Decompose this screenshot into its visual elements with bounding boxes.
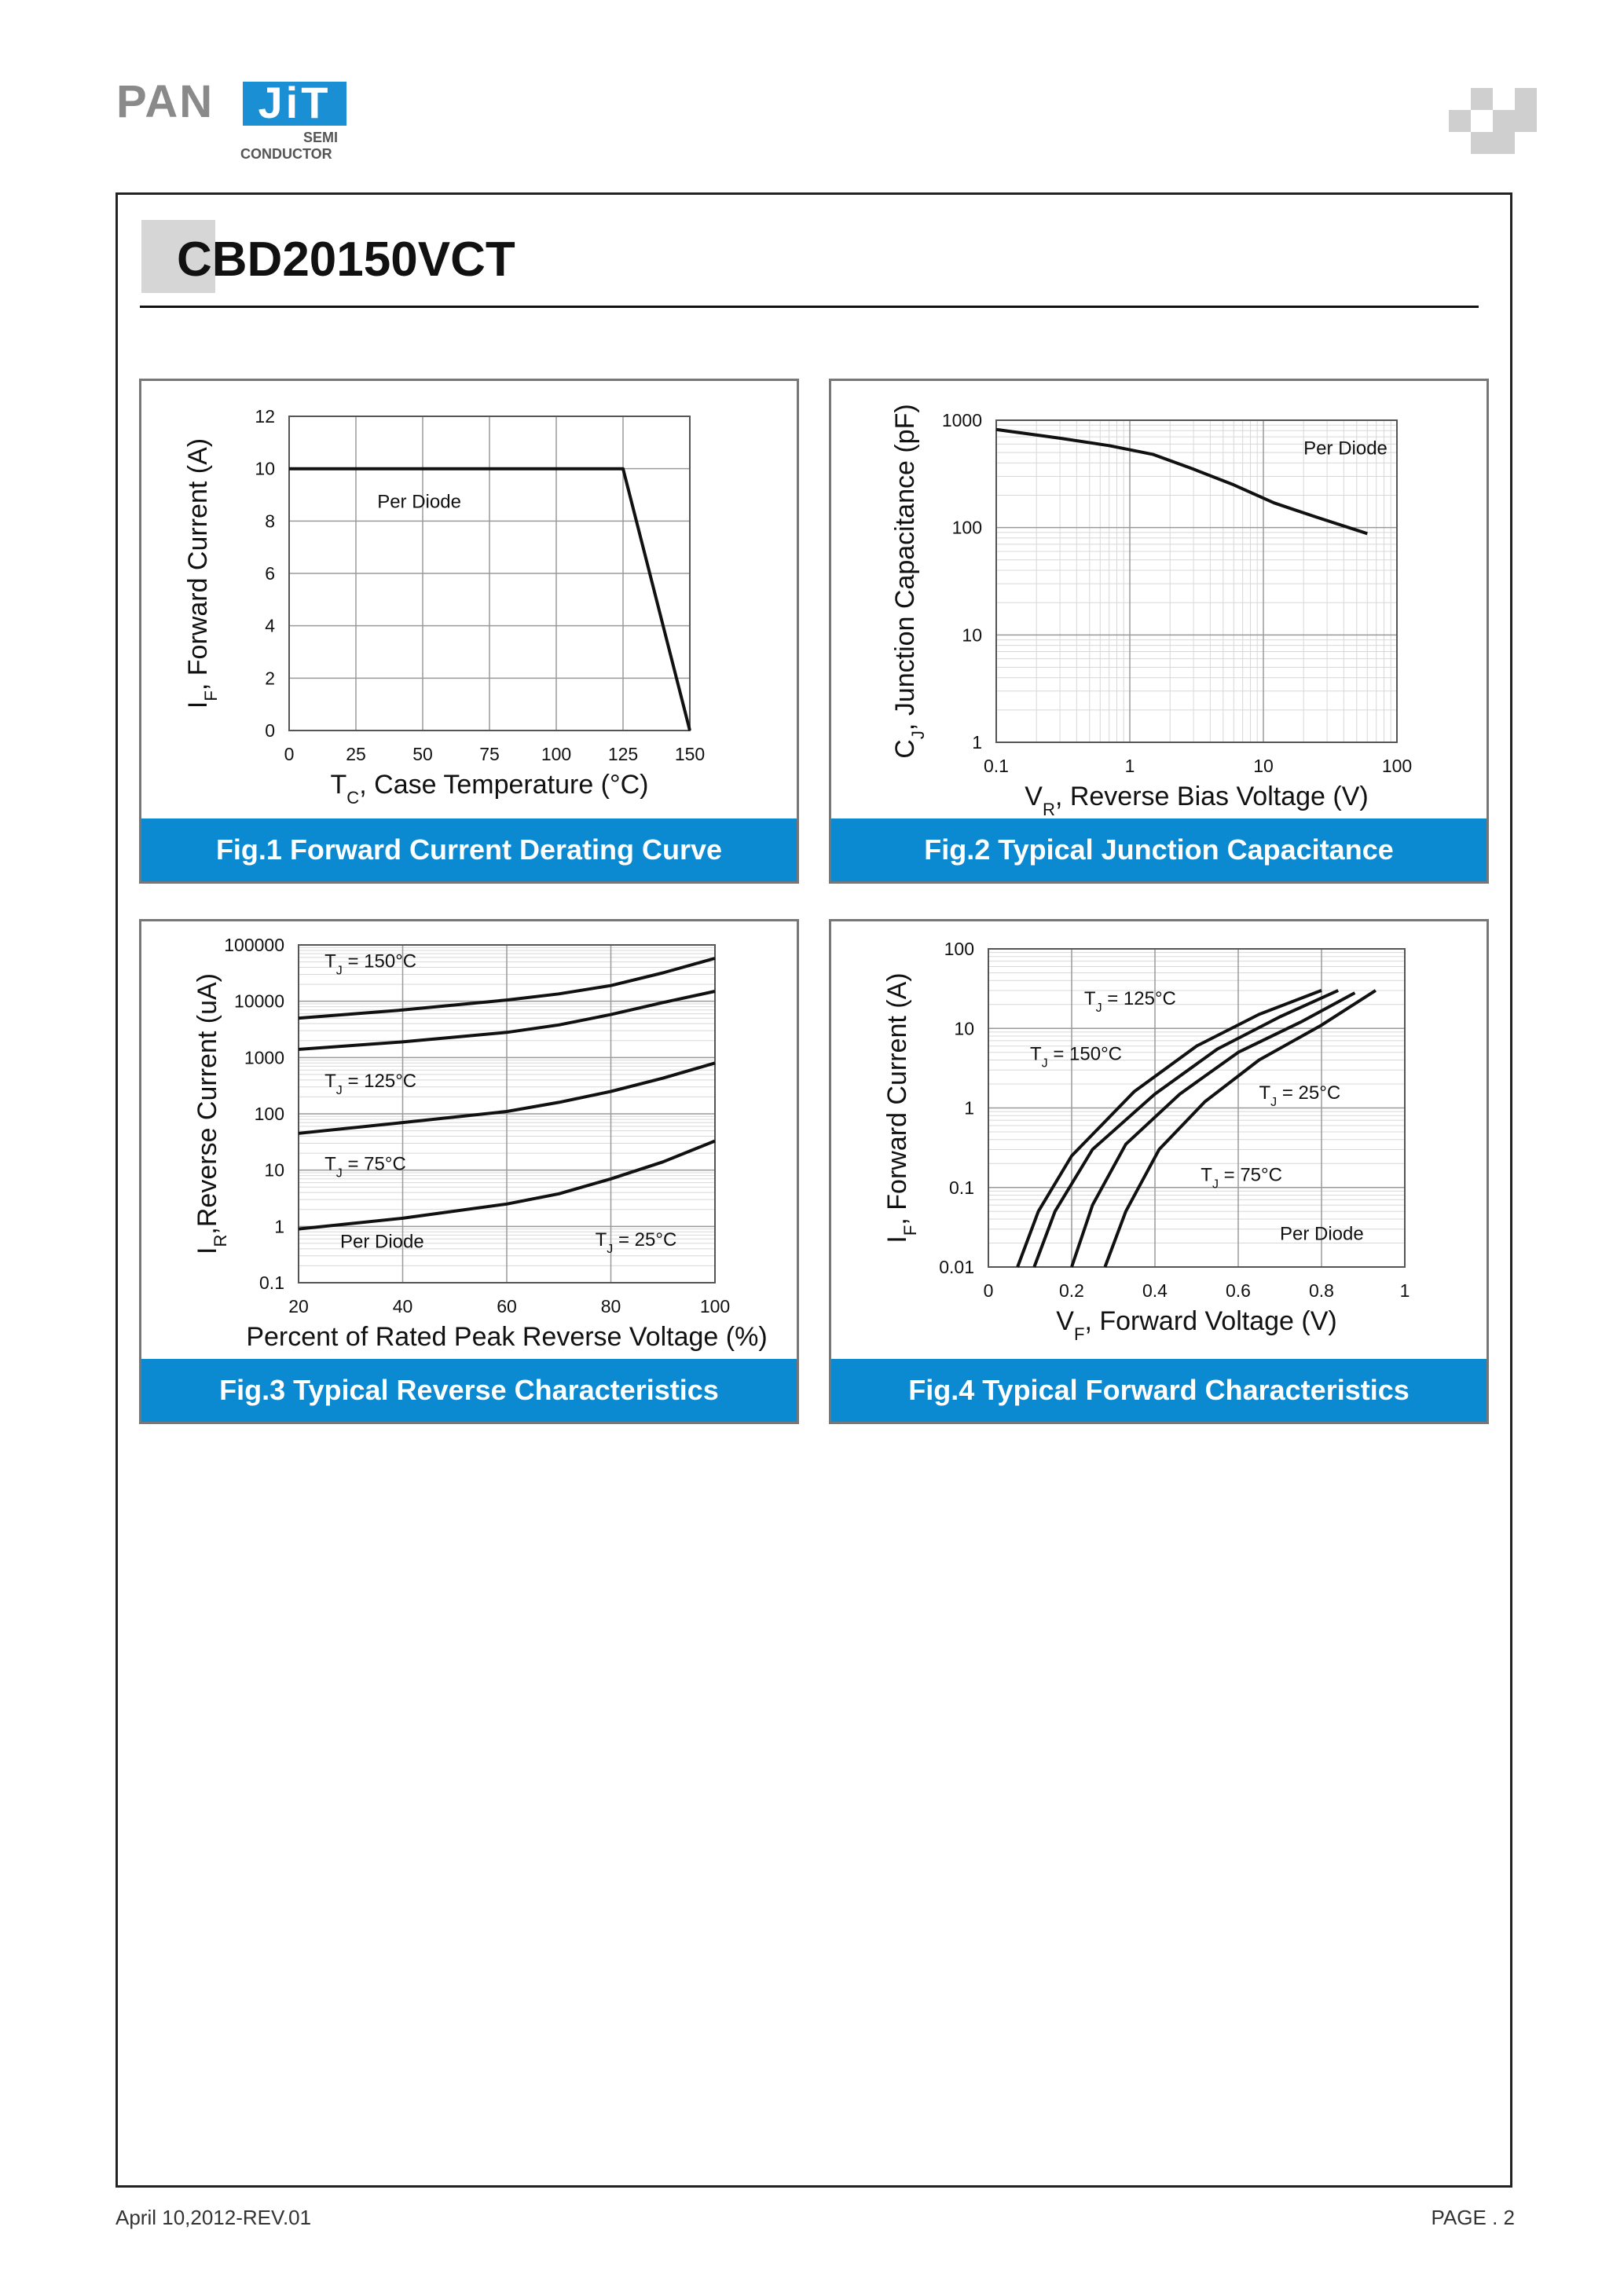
logo-jit: JiT <box>258 78 332 127</box>
y-tick-label: 1 <box>964 1097 974 1119</box>
x-tick-label: 50 <box>412 744 433 764</box>
annotation-label: $T_J = 125^\circ C$ <box>1083 987 1176 1015</box>
chart-panel-fig2 <box>829 379 1489 884</box>
logo-semi: SEMI <box>303 130 339 145</box>
footer-page: PAGE . 2 <box>1431 2206 1515 2229</box>
chart-fig2 <box>831 381 1491 886</box>
x-tick-label: 1 <box>1124 756 1135 776</box>
x-tick-label: 125 <box>607 744 639 764</box>
y-axis-title: $I_R,Reverse$ Current (uA) <box>192 973 230 1254</box>
y-tick-label: 0.1 <box>949 1177 974 1198</box>
x-tick-label: 0.1 <box>984 756 1009 776</box>
chart-caption: Fig.2 Typical Junction Capacitance <box>831 818 1487 881</box>
y-tick-label: 100 <box>254 1104 284 1124</box>
x-axis-title: $V_R$, Reverse Bias Voltage (V) <box>1025 782 1369 819</box>
logo-conductor: CONDUCTOR <box>240 146 332 162</box>
annotation-label: Per Diode <box>377 491 461 513</box>
x-tick-label: 10 <box>1253 756 1274 776</box>
y-tick-label: 6 <box>265 563 275 584</box>
title-rule <box>140 306 1479 308</box>
x-tick-label: 0.4 <box>1142 1280 1168 1301</box>
x-tick-label: 0 <box>983 1280 994 1301</box>
chart-panel-fig3 <box>139 919 799 1424</box>
chart-panel-fig1 <box>139 379 799 884</box>
chart-caption: Fig.3 Typical Reverse Characteristics <box>141 1359 797 1422</box>
y-tick-label: 12 <box>255 406 275 427</box>
y-tick-label: 10 <box>954 1018 974 1039</box>
annotation-label: $T_J = 75^\circ C$ <box>324 1153 406 1181</box>
annotation-label: $T_J = 75^\circ C$ <box>1201 1164 1282 1192</box>
y-tick-label: 8 <box>265 511 275 532</box>
annotation-label: Per Diode <box>340 1231 424 1253</box>
x-tick-label: 150 <box>674 744 706 764</box>
x-tick-label: 40 <box>392 1296 413 1316</box>
x-tick-label: 75 <box>479 744 500 764</box>
x-tick-label: 60 <box>497 1296 517 1316</box>
plot-area <box>996 420 1397 742</box>
annotation-label: $T_J = 150^\circ C$ <box>324 950 417 978</box>
y-tick-label: 1000 <box>244 1047 284 1068</box>
y-tick-label: 100 <box>951 517 982 538</box>
y-tick-label: 4 <box>265 615 275 636</box>
x-tick-label: 0.8 <box>1309 1280 1334 1301</box>
annotation-label: Per Diode <box>1280 1223 1364 1245</box>
x-tick-label: 100 <box>699 1296 731 1316</box>
y-tick-label: 10 <box>264 1159 284 1181</box>
x-axis-title: $T_C$, Case Temperature (°C) <box>330 770 649 807</box>
x-tick-label: 25 <box>346 744 366 764</box>
x-tick-label: 80 <box>600 1296 621 1316</box>
y-tick-label: 0.1 <box>259 1273 284 1293</box>
y-tick-label: 100000 <box>224 935 284 955</box>
footer-date: April 10,2012-REV.01 <box>115 2206 312 2229</box>
y-tick-label: 1000 <box>941 410 982 430</box>
logo-pan: PAN <box>116 76 214 127</box>
y-tick-label: 10 <box>962 624 982 646</box>
annotation-label: $T_J = 150^\circ C$ <box>1030 1043 1122 1071</box>
x-axis-title: $V_F$, Forward Voltage (V) <box>1056 1306 1337 1344</box>
chart-caption: Fig.1 Forward Current Derating Curve <box>141 818 797 881</box>
x-tick-label: 1 <box>1399 1280 1410 1301</box>
chart-fig1 <box>141 381 801 886</box>
y-axis-title: $I_F$, Forward Current (A) <box>183 438 221 709</box>
y-axis-title: $C_J$, Junction Capacitance (pF) <box>890 404 928 759</box>
chart-caption: Fig.4 Typical Forward Characteristics <box>831 1359 1487 1422</box>
x-tick-label: 100 <box>1381 756 1413 776</box>
page-title: CBD20150VCT <box>177 233 515 287</box>
x-tick-label: 0.6 <box>1226 1280 1251 1301</box>
y-tick-label: 10 <box>255 458 275 479</box>
annotation-label: $T_J = 25^\circ C$ <box>595 1229 677 1256</box>
x-tick-label: 0 <box>284 744 295 764</box>
y-tick-label: 2 <box>265 668 275 689</box>
y-tick-label: 1 <box>972 732 982 753</box>
annotation-label: $T_J = 125^\circ C$ <box>324 1070 417 1097</box>
y-axis-title: $I_F$, Forward Current (A) <box>882 972 920 1243</box>
x-tick-label: 0.2 <box>1059 1280 1084 1301</box>
chart-panel-fig4 <box>829 919 1489 1424</box>
annotation-label: $T_J = 25^\circ C$ <box>1259 1082 1341 1109</box>
y-tick-label: 10000 <box>234 991 284 1012</box>
x-axis-title: Percent of Rated Peak Reverse Voltage (%) <box>246 1322 768 1352</box>
annotation-label: Per Diode <box>1303 438 1388 460</box>
x-tick-label: 100 <box>541 744 572 764</box>
x-tick-label: 20 <box>288 1296 309 1316</box>
y-tick-label: 0.01 <box>939 1257 974 1277</box>
y-tick-label: 1 <box>274 1216 284 1237</box>
y-tick-label: 100 <box>944 939 974 959</box>
y-tick-label: 0 <box>265 720 275 741</box>
chart-fig3 <box>141 921 801 1426</box>
chart-fig4 <box>831 921 1491 1426</box>
